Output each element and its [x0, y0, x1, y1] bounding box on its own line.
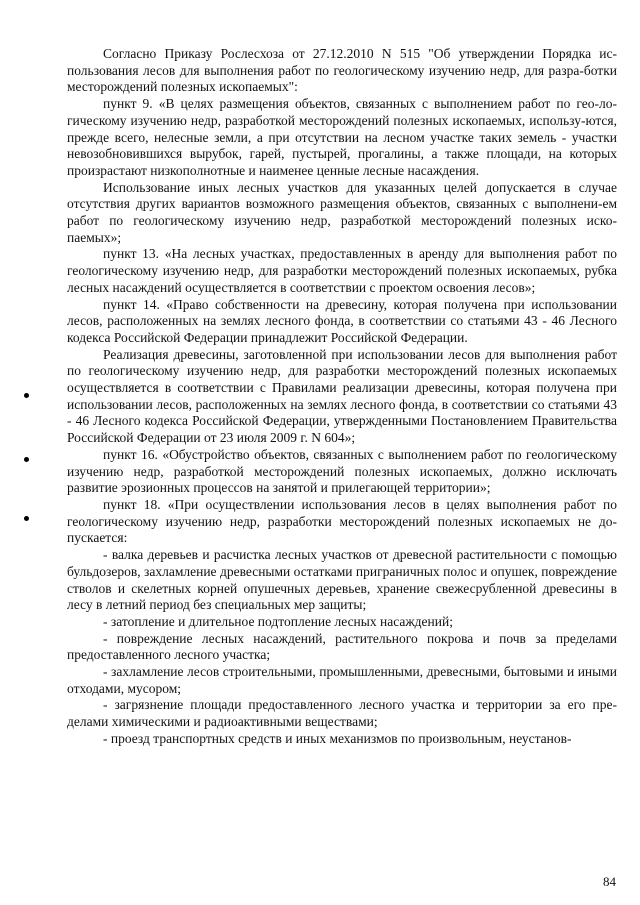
clause-16-paragraph: пункт 16. «Обустройство объектов, связанных с выполнением работ по геологическому изучению недр, разработкой месторождений полезных ископаемых, должно исключать развитие эрозионных процессов на занятой и прилегающей территории»; — [67, 446, 617, 496]
clause-13-paragraph: пункт 13. «На лесных участках, предоставленных в аренду для выполнения работ по геологическому изучению недр, для разработки месторождений полезных ископаемых, рубка лесных насаждений осуществляется в соответствии с проектом освоения лесов»; — [67, 246, 617, 295]
binder-hole-mark — [24, 393, 29, 398]
list-item: - затопление и длительное подтопление лесных насаждений; — [103, 613, 453, 629]
clause-14-continuation: Реализация древесины, заготовленной при использовании лесов для выполнения работ по геологическому изучению недр, для разработки месторождений полезных ископаемых осуществляется в соответствии с Правилами реализации древесины, которая получена при использовании лесов, расположенных на землях лесного фонда, в соответствии со статьями 43 - 46 Лесного кодекса Российской Федерации, утвержденными Постановлением Правительства Российской Федерации от 23 июля 2009 г. N 604»; — [67, 346, 617, 446]
clause-9-continuation: Использование иных лесных участков для указанных целей допускается в случае отсутствия других вариантов возможного размещения объектов, связанных с выполнени-ем работ по геологическому изучению недр, разработкой месторождений полезных иско-паемых»; — [67, 179, 617, 245]
binder-hole-mark — [24, 516, 29, 521]
list-item: - валка деревьев и расчистка лесных участков от древесной растительности с помощью бульдозеров, захламление древесными остатками приграничных полос и опушек, повреждение стволов и скелетных корней опушечных деревьев, хранение свежесрубленной древесины в лесу в летний период без специальных мер защиты; — [67, 547, 617, 613]
clause-9-paragraph: пункт 9. «В целях размещения объектов, связанных с выполнением работ по гео-ло-гическому изучению недр, разработкой месторождений полезных ископаемых, использу-ются, прежде всего, нелесные земли, а при отсутствии на лесном участке таких земель - участки невозобновившихся вырубок, гарей, пустырей, прогалины, а также площади, на которых произрастают низкополнотные и наименее ценные лесные насаждения. — [67, 96, 617, 178]
intro-paragraph: Согласно Приказу Рослесхоза от 27.12.2010 N 515 "Об утверждении Порядка ис-пользования лесов для выполнения работ по геологическому изучению недр, для разра-ботки месторождений полезных ископаемых": — [67, 46, 617, 95]
list-item: - повреждение лесных насаждений, растительного покрова и почв за пределами предоставленного лесного участка; — [67, 630, 617, 663]
list-item: - захламление лесов строительными, промышленными, древесными, бытовыми и иными отходами, мусором; — [67, 664, 617, 696]
clause-14-paragraph: пункт 14. «Право собственности на древесину, которая получена при использовании лесов, расположенных на землях лесного фонда, в соответствии со статьями 43 - 46 Лесного кодекса Российской Федерации принадлежит Российской Федерации. — [67, 296, 617, 345]
binder-hole-mark — [24, 457, 29, 462]
list-item: - загрязнение площади предоставленного лесного участка и территории за его пре-делами химическими и радиоактивными веществами; — [67, 697, 617, 730]
list-item: - проезд транспортных средств и иных механизмов по произвольным, неустанов- — [103, 730, 572, 746]
page-number: 84 — [603, 874, 616, 889]
document-body — [67, 46, 617, 748]
clause-18-paragraph: пункт 18. «При осуществлении использования лесов в целях выполнения работ по геологическому изучению недр, разработки месторождений полезных ископаемых не до-пускается: — [67, 496, 617, 546]
